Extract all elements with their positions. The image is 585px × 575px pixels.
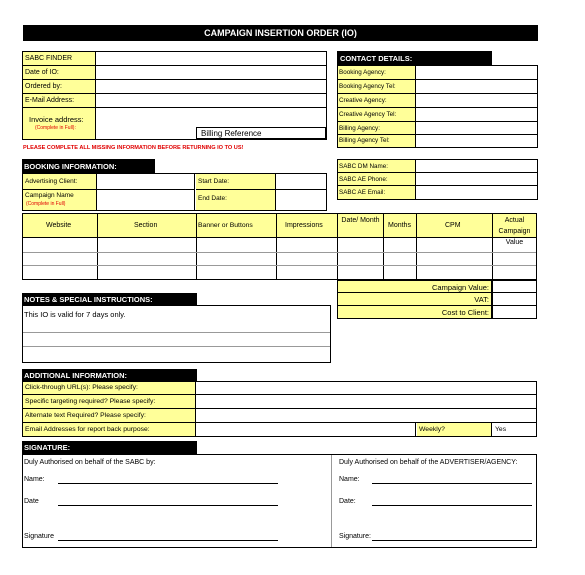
sabc-ae-phone-input[interactable] bbox=[416, 173, 537, 186]
column-header-website: Website bbox=[46, 222, 72, 229]
column-divider bbox=[276, 214, 277, 279]
field-label: Specific targeting required? Please specify: bbox=[25, 398, 156, 405]
targeting-input[interactable] bbox=[196, 395, 536, 409]
table-row bbox=[23, 265, 536, 266]
sabc-finder-label-cell bbox=[23, 52, 96, 66]
billing-reference-label: Billing Reference bbox=[201, 129, 262, 138]
advertiser-signature-heading: Duly Authorised on behalf of the ADVERTISER/AGENCY: bbox=[339, 459, 518, 466]
sabc-ae-email-input[interactable] bbox=[416, 186, 537, 199]
sabc-date-label: Date bbox=[24, 498, 39, 505]
additional-information-title: ADDITIONAL INFORMATION: bbox=[24, 371, 128, 380]
cost-to-client-label: Cost to Client: bbox=[441, 308, 489, 317]
column-header-impressions: Impressions bbox=[285, 222, 323, 229]
creative-agency-input[interactable] bbox=[416, 94, 537, 108]
campaign-name-input[interactable] bbox=[97, 190, 195, 210]
sabc-name-label: Name: bbox=[24, 476, 45, 483]
weekly-value[interactable]: Yes bbox=[495, 426, 507, 433]
alternate-text-input[interactable] bbox=[196, 409, 536, 423]
ordered-by-label-cell bbox=[23, 80, 96, 94]
field-label: Start Date: bbox=[198, 178, 230, 185]
advertiser-name-label: Name: bbox=[339, 476, 360, 483]
signature-block bbox=[22, 454, 537, 548]
invoice-sub-label: (Complete in Full): bbox=[35, 125, 76, 131]
field-label: Click-through URL(s): Please specify: bbox=[25, 384, 138, 391]
sabc-signature-heading: Duly Authorised on behalf of the SABC by: bbox=[24, 459, 156, 466]
column-header-months: Months bbox=[388, 222, 411, 229]
field-label: Creative Agency Tel: bbox=[339, 111, 397, 118]
field-label: Ordered by: bbox=[25, 83, 62, 90]
booking-information-title: BOOKING INFORMATION: bbox=[24, 162, 117, 171]
campaign-value-label-cell bbox=[337, 280, 492, 293]
contact-details-title: CONTACT DETAILS: bbox=[340, 54, 413, 63]
alternate-text-label-cell bbox=[23, 409, 196, 423]
email-input[interactable] bbox=[96, 94, 326, 108]
advertiser-date-label: Date: bbox=[339, 498, 356, 505]
field-label: Campaign Name bbox=[25, 192, 74, 199]
advertiser-date-line[interactable] bbox=[372, 505, 532, 506]
column-header-banner: Banner or Buttons bbox=[198, 222, 253, 229]
field-label: Billing Agency: bbox=[339, 125, 380, 132]
field-label: Alternate text Required? Please specify: bbox=[25, 412, 146, 419]
field-label: End Date: bbox=[198, 195, 227, 202]
creative-agency-tel-input[interactable] bbox=[416, 108, 537, 122]
campaign-value-input[interactable] bbox=[492, 280, 537, 293]
advertising-client-label-cell bbox=[23, 174, 97, 190]
contact-details-header bbox=[337, 51, 492, 65]
notes-line-1: This IO is valid for 7 days only. bbox=[24, 310, 126, 319]
field-label: Advertising Client: bbox=[25, 178, 78, 185]
vat-label-cell bbox=[337, 293, 492, 306]
billing-agency-input[interactable] bbox=[416, 122, 537, 135]
signature-title: SIGNATURE: bbox=[24, 443, 71, 452]
field-label: Creative Agency: bbox=[339, 97, 387, 104]
targeting-label-cell bbox=[23, 395, 196, 409]
billing-agency-tel-input[interactable] bbox=[416, 135, 537, 147]
creative-agency-tel-label-cell bbox=[338, 108, 416, 122]
booking-agency-tel-input[interactable] bbox=[416, 80, 537, 94]
invoice-label-cell bbox=[23, 108, 96, 139]
advertiser-name-line[interactable] bbox=[372, 483, 532, 484]
column-header-date-month: Date/ Month bbox=[341, 217, 380, 224]
advertiser-signature-label: Signature: bbox=[339, 533, 371, 540]
advertiser-signature-line[interactable] bbox=[372, 540, 532, 541]
column-divider bbox=[97, 214, 98, 279]
booking-agency-label-cell bbox=[338, 66, 416, 80]
cost-to-client-input[interactable] bbox=[492, 306, 537, 319]
field-label: E-Mail Address: bbox=[25, 97, 75, 104]
campaign-name-label-cell bbox=[23, 190, 97, 210]
sabc-ae-email-label-cell bbox=[338, 186, 416, 199]
field-label: Date of IO: bbox=[25, 69, 59, 76]
start-date-input[interactable] bbox=[276, 174, 326, 190]
booking-information-header bbox=[22, 159, 155, 173]
table-row bbox=[23, 252, 536, 253]
sabc-date-line[interactable] bbox=[58, 505, 278, 506]
start-date-label-cell bbox=[196, 174, 276, 190]
column-divider bbox=[383, 214, 384, 279]
form-title-bar bbox=[23, 25, 538, 41]
field-label: Billing Agency Tel: bbox=[339, 137, 390, 144]
date-of-io-input[interactable] bbox=[96, 66, 326, 80]
column-divider bbox=[196, 214, 197, 279]
notes-header bbox=[22, 293, 197, 305]
field-label: Booking Agency Tel: bbox=[339, 83, 396, 90]
field-label: Booking Agency: bbox=[339, 69, 386, 76]
warning-text: PLEASE COMPLETE ALL MISSING INFORMATION BEFORE RETURNING IO TO US! bbox=[23, 145, 244, 151]
campaign-name-sub-label: (Complete in Full) bbox=[26, 201, 66, 207]
invoice-address-input[interactable] bbox=[96, 108, 196, 139]
booking-agency-input[interactable] bbox=[416, 66, 537, 80]
click-through-label-cell bbox=[23, 382, 196, 395]
billing-agency-tel-label-cell bbox=[338, 135, 416, 147]
cost-to-client-label-cell bbox=[337, 306, 492, 319]
column-header-section: Section bbox=[134, 222, 158, 229]
sabc-name-line[interactable] bbox=[58, 483, 278, 484]
additional-information-header bbox=[22, 369, 197, 381]
sabc-dm-name-label-cell bbox=[338, 160, 416, 173]
weekly-label-cell bbox=[417, 423, 492, 436]
invoice-label: Invoice address: bbox=[29, 115, 84, 124]
campaign-value-label: Campaign Value: bbox=[432, 283, 489, 292]
email-addresses-label-cell bbox=[23, 423, 196, 436]
field-label: Email Addresses for report back purpose: bbox=[25, 426, 150, 433]
billing-reference-box[interactable] bbox=[196, 127, 326, 139]
email-label-cell bbox=[23, 94, 96, 108]
field-label: SABC DM Name: bbox=[339, 163, 388, 170]
notes-line bbox=[23, 346, 330, 347]
booking-agency-tel-label-cell bbox=[338, 80, 416, 94]
sabc-signature-line[interactable] bbox=[58, 540, 278, 541]
field-label: SABC FINDER bbox=[25, 55, 73, 62]
end-date-input[interactable] bbox=[276, 190, 326, 210]
notes-title: NOTES & SPECIAL INSTRUCTIONS: bbox=[24, 295, 153, 304]
click-through-input[interactable] bbox=[196, 382, 536, 395]
date-of-io-label-cell bbox=[23, 66, 96, 80]
ordered-by-input[interactable] bbox=[96, 80, 326, 94]
signature-header bbox=[22, 441, 197, 454]
sabc-ae-phone-label-cell bbox=[338, 173, 416, 186]
email-addresses-input[interactable] bbox=[196, 423, 416, 436]
end-date-label-cell bbox=[196, 190, 276, 210]
field-label: SABC AE Phone: bbox=[339, 176, 388, 183]
creative-agency-label-cell bbox=[338, 94, 416, 108]
form-title: CAMPAIGN INSERTION ORDER (IO) bbox=[204, 28, 357, 38]
column-divider bbox=[416, 214, 417, 279]
vat-input[interactable] bbox=[492, 293, 537, 306]
billing-agency-label-cell bbox=[338, 122, 416, 135]
sabc-signature-label: Signature bbox=[24, 533, 54, 540]
weekly-label: Weekly? bbox=[419, 426, 445, 433]
field-label: SABC AE Email: bbox=[339, 189, 386, 196]
sabc-dm-name-input[interactable] bbox=[416, 160, 537, 173]
notes-line bbox=[23, 332, 330, 333]
column-header-cpm: CPM bbox=[445, 222, 461, 229]
column-header-actual-value: Actual Campaign Value bbox=[498, 217, 531, 246]
signature-divider bbox=[331, 455, 332, 547]
vat-label: VAT: bbox=[474, 295, 489, 304]
sabc-finder-input[interactable] bbox=[96, 52, 326, 66]
advertising-client-input[interactable] bbox=[97, 174, 195, 190]
